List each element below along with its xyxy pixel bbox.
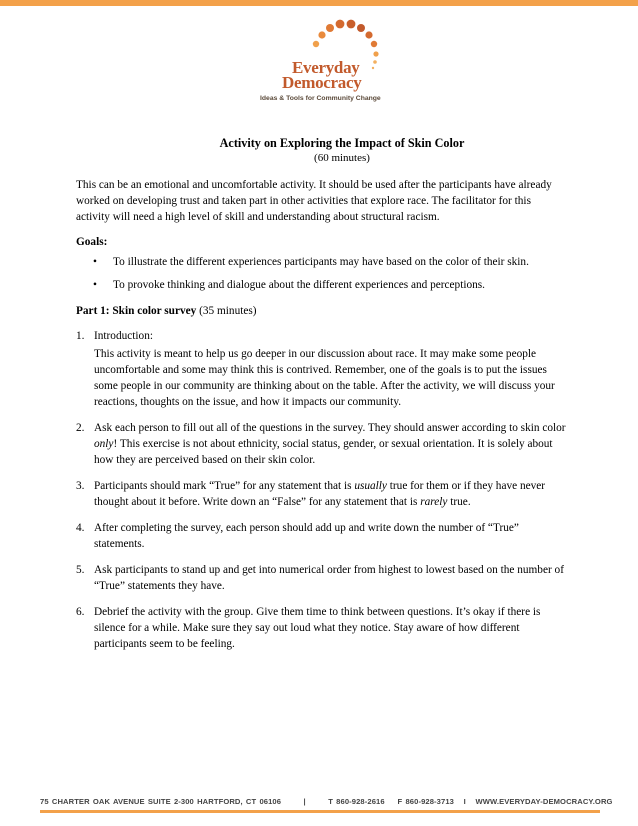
- footer-fax: F 860-928-3713: [397, 797, 454, 806]
- list-item: 6. Debrief the activity with the group. Give them time to think between questions. It’s okay if there is silence for a while. Make sure they say out loud what they notice. Stay aware of how different participants seem to be feeling.: [76, 606, 541, 650]
- footer-separator: |: [303, 797, 306, 806]
- list-item: 2. Ask each person to fill out all of the questions in the survey. They should answer according to skin color only! This exercise is not about ethnicity, social status, gender, or sexual orientation. It is solely about how they are perceived based on their skin color.: [76, 422, 566, 466]
- bullet-icon: •: [93, 279, 97, 291]
- list-item: • To provoke thinking and dialogue about the different experiences and perceptions.: [93, 279, 485, 291]
- everyday-democracy-logo: [258, 14, 398, 110]
- list-item: 1. Introduction: This activity is meant to help us go deeper in our discussion about race. It may make some people uncomfortable and some may think this is contrived. Remember, one of the goals is to put the issues some people in our community are thinking about on the table. After the activity, we will discuss your reactions, thoughts on the issue, and how it impacts our community.: [76, 330, 555, 408]
- page-title: Activity on Exploring the Impact of Skin Color: [219, 136, 465, 150]
- footer-address: 75 CHARTER OAK AVENUE SUITE 2-300 HARTFORD, CT 06106: [40, 797, 282, 806]
- header-accent-bar: [0, 0, 638, 6]
- footer: [40, 794, 613, 812]
- list-item: 3. Participants should mark “True” for any statement that is usually true for them or if they have never thought about it before. Write down an “False” for any statement that is rarely true.: [76, 480, 546, 508]
- logo-tagline: Ideas & Tools for Community Change: [260, 95, 381, 102]
- footer-contact: [40, 797, 613, 806]
- activity-duration: (60 minutes): [314, 152, 370, 164]
- goals-list: [76, 254, 566, 293]
- goals-heading: Goals:: [76, 236, 108, 248]
- steps-list: [76, 328, 566, 652]
- document-body: [76, 136, 566, 662]
- intro-paragraph: This can be an emotional and uncomfortable activity. It should be used after the participants have already worked on developing trust and taken part in other activities that explore race. The facilitator for this activity will need a high level of skill and understanding about structural racism.: [76, 179, 552, 223]
- footer-separator: I: [463, 797, 466, 806]
- part-1-heading: Part 1: Skin color survey (35 minutes): [76, 305, 257, 317]
- footer-website[interactable]: WWW.EVERYDAY-DEMOCRACY.ORG: [475, 797, 613, 806]
- logo-word-democracy: Democracy: [282, 73, 362, 92]
- bullet-icon: •: [93, 256, 97, 268]
- list-item: 4. After completing the survey, each person should add up and write down the number of “True” statements.: [76, 522, 519, 550]
- list-item: 5. Ask participants to stand up and get into numerical order from highest to lowest based on the number of “True” statements they have.: [76, 564, 564, 592]
- footer-phone: T 860-928-2616: [328, 797, 385, 806]
- list-item: • To illustrate the different experiences participants may have based on the color of their skin.: [93, 256, 529, 268]
- footer-accent-line: [40, 810, 600, 813]
- logo-word-everyday: Everyday: [292, 58, 360, 77]
